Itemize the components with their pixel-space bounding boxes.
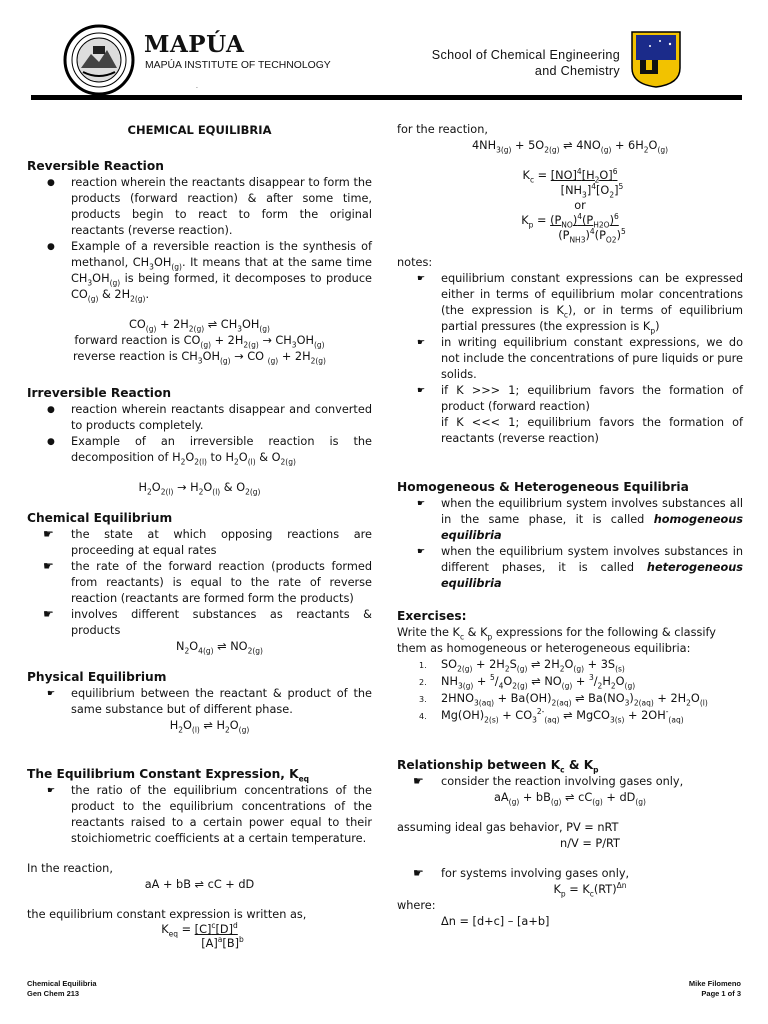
brand-name: MAPÚA bbox=[144, 31, 245, 58]
list-item bbox=[27, 559, 372, 607]
bullet-icon: ☛ bbox=[417, 499, 426, 509]
left-column bbox=[27, 122, 372, 951]
footer-course-title: Chemical Equilibria bbox=[27, 979, 97, 988]
bullet-text: the rate of the forward reaction (products formed from reactants) is equal to the rate of reverse reaction (reactants are formed form the products) bbox=[71, 560, 372, 605]
notes-label: notes: bbox=[397, 256, 433, 269]
bullet-text: reaction wherein the reactants disappear to form the products (forward reaction) & after some time, products begin to react to form the original reactants (reverse reaction). bbox=[71, 176, 372, 237]
footer-page-number: Page 1 of 3 bbox=[701, 989, 741, 998]
list-item: ● Example of an irreversible reaction is the decomposition of $H_2O_{2(l)}$ to $H_2O_{(l)}$ & $O_{2(g)}$ bbox=[47, 435, 372, 467]
list-item bbox=[27, 686, 372, 718]
or-text: or bbox=[574, 199, 586, 212]
forward-equation: forward reaction is $CO_{(g)} + 2H_{2(g)} \to CH_3OH_{(g)}$ bbox=[74, 334, 325, 350]
pointing-hand-icon: ☛ bbox=[413, 866, 424, 880]
relationship-list bbox=[397, 774, 743, 790]
heterogeneous-term: heterogeneous equilibria bbox=[441, 561, 743, 590]
list-item bbox=[397, 774, 743, 790]
list-item bbox=[397, 544, 743, 592]
nv-text: n/V = P/RT bbox=[560, 837, 620, 850]
header-rule bbox=[31, 95, 742, 100]
list-item bbox=[27, 783, 372, 847]
bullet-text: reaction wherein reactants disappear and converted to products completely. bbox=[71, 403, 372, 432]
heading-reversible: Reversible Reaction bbox=[27, 159, 164, 173]
bullet-icon: ☛ bbox=[417, 547, 426, 557]
heading-chemical-equilibrium: Chemical Equilibrium bbox=[27, 511, 173, 525]
bullet-text: equilibrium between the reactant & product of the same substance but of different phase. bbox=[71, 687, 372, 716]
heading-physical-equilibrium: Physical Equilibrium bbox=[27, 670, 167, 684]
heading-homogeneous: Homogeneous & Heterogeneous Equilibria bbox=[397, 480, 689, 494]
footer-author: Mike Filomeno bbox=[688, 979, 741, 988]
exercise-number: 2. bbox=[419, 678, 427, 687]
intro-text: & K bbox=[464, 626, 488, 639]
kc-kp-expressions: $K_c = [NO]^4[H_2O]^6$ $[NH_3]^4[O_2]^5$ or $K_p = (P_{NO})^4(P_{H2O})^6$ $(P_{NH3})^4(P_{O2})^5$ bbox=[397, 168, 743, 243]
bullet-icon: ☛ bbox=[47, 786, 56, 796]
intro-text: Write the K bbox=[397, 626, 460, 639]
list-item bbox=[397, 335, 743, 383]
bullet-text: for systems involving gases only, bbox=[441, 867, 630, 880]
heading-text: Relationship between K bbox=[397, 758, 561, 772]
chemical-equilibrium-list bbox=[27, 527, 372, 639]
pointing-hand-icon: ☛ bbox=[43, 527, 54, 541]
written-as-text: the equilibrium constant expression is written as, bbox=[27, 908, 307, 921]
institute-name: MAPÚA INSTITUTE OF TECHNOLOGY bbox=[145, 60, 331, 71]
bullet-icon: ● bbox=[47, 405, 55, 415]
n2o4-equation: $N_2O_{4(g)}$ ⇌ $NO_{2(g)}$ bbox=[176, 640, 263, 656]
heading-constant bbox=[27, 766, 372, 782]
bullet-text: when the equilibrium system involves substances all in the same phase, it is called bbox=[441, 497, 743, 526]
list-item bbox=[27, 607, 372, 639]
pointing-hand-icon: ☛ bbox=[43, 607, 54, 621]
heading-irreversible: Irreversible Reaction bbox=[27, 386, 172, 400]
bullet-icon: ☛ bbox=[417, 274, 426, 284]
exercise-item: 4. $Mg(OH)_{2(s)} + CO_3^{2-}_{(aq)}$ ⇌ MgCO$_{3(s)}$ + $2OH^-_{(aq)}$ bbox=[419, 707, 684, 725]
ammonia-equation: $4NH_{3(g)} + 5O_{2(g)}$ ⇌ $4NO_{(g)} + 6H_2O_{(g)}$ bbox=[471, 139, 669, 155]
notes-list bbox=[397, 271, 743, 447]
bullet-text: when the equilibrium system involves substances in different phases, it is called bbox=[441, 545, 743, 574]
note-text: in writing equilibrium constant expressions, we do not include the concentrations of pure liquids or pure solids. bbox=[441, 336, 743, 381]
footer-left bbox=[27, 979, 97, 999]
right-column bbox=[397, 122, 743, 930]
list-item bbox=[27, 175, 372, 239]
water-equation: $H_2O_{(l)}$ ⇌ $H_2O_{(g)}$ bbox=[169, 719, 250, 735]
school-name bbox=[432, 47, 620, 79]
exercises-intro: Write the $K_c$ & $K_p$ expressions for the following & classify them as homogeneous or heterogeneous equilibria: bbox=[397, 626, 716, 655]
note-text: if K <<< 1; equilibrium favors the formation of reactants (reverse reaction) bbox=[441, 416, 743, 445]
list-item bbox=[397, 496, 743, 544]
homogeneous-list bbox=[397, 496, 743, 592]
bullet-text: the state at which opposing reactions are proceeding at equal rates bbox=[71, 528, 372, 557]
peroxide-equation: $H_2O_{2(l)} \to H_2O_{(l)}$ & $O_{2(g)}$ bbox=[138, 481, 261, 497]
forward-label: forward reaction is bbox=[74, 334, 181, 347]
bullet-icon: ☛ bbox=[47, 689, 56, 699]
exercise-item: 1. $SO_{2(g)} + 2H_2S_{(g)}$ ⇌ $2H_2O_{(g)} + 3S_{(s)}$ bbox=[419, 658, 625, 674]
bullet-icon: ● bbox=[47, 178, 55, 188]
kp-kc-relation: $K_p = K_c(RT)^{\Delta n}$ bbox=[553, 881, 627, 899]
bullet-icon: ☛ bbox=[417, 386, 426, 396]
mapua-seal-logo bbox=[63, 24, 135, 96]
irreversible-list bbox=[27, 402, 372, 466]
footer-right bbox=[689, 979, 741, 999]
delta-n-text: Δn = [d+c] – [a+b] bbox=[441, 915, 550, 928]
pointing-hand-icon: ☛ bbox=[413, 774, 424, 788]
exercise-number: 3. bbox=[419, 695, 427, 704]
reversible-list bbox=[27, 175, 372, 303]
where-text: where: bbox=[397, 899, 436, 912]
school-shield-logo bbox=[630, 30, 682, 88]
heading-exercises: Exercises: bbox=[397, 609, 467, 623]
reverse-equation: reverse reaction is $CH_3OH_{(g)}$ → CO $_{(g)} + 2H_{2(g)}$ bbox=[73, 350, 326, 366]
bullet-icon: ● bbox=[47, 437, 55, 447]
heading-subscript: eq bbox=[298, 774, 310, 784]
keq-expression: $K_{eq} = [C]^c[D]^d$ $[A]^a[B]^b$ bbox=[161, 921, 244, 950]
gas-reaction: $aA_{(g)} + bB_{(g)}$ ⇌ $cC_{(g)} + dD_{(g)}$ bbox=[493, 791, 646, 807]
note-text: equilibrium constant expressions can be expressed either in terms of equilibrium molar concentrations (the expression is K bbox=[441, 272, 743, 317]
list-item bbox=[27, 402, 372, 434]
footer-course-code: Gen Chem 213 bbox=[27, 989, 80, 998]
relationship-list-2 bbox=[397, 866, 743, 882]
intro-text: expressions for the following & classify them as homogeneous or heterogeneous equilibria: bbox=[397, 626, 716, 655]
exercise-item: 2. $NH_{3(g)} + ^5/_4O_{2(g)}$ ⇌ $NO_{(g)} + ^3/_2H_2O_{(g)}$ bbox=[419, 673, 636, 691]
in-reaction-text: In the reaction, bbox=[27, 862, 113, 875]
bullet-icon: ● bbox=[47, 242, 55, 252]
list-item bbox=[27, 527, 372, 559]
header-dot: . bbox=[196, 83, 198, 90]
exercise-number: 4. bbox=[419, 712, 427, 721]
note-text: if K >>> 1; equilibrium favors the formation of product (forward reaction) bbox=[441, 384, 743, 413]
for-reaction-text: for the reaction, bbox=[397, 123, 488, 136]
exercise-list bbox=[397, 657, 743, 725]
list-item: ☛ equilibrium constant expressions can be expressed either in terms of equilibrium molar concentrations (the expression is $K_c$), or in terms of equilibrium partial pressures (the expression is $K_p$) bbox=[417, 272, 743, 336]
methanol-equation: $CO_{(g)} + 2H_{2(g)}$ ⇌ $CH_3OH_{(g)}$ bbox=[129, 318, 270, 334]
list-item bbox=[397, 415, 743, 447]
exercise-item: 3. $2HNO_{3(aq)} + Ba(OH)_{2(aq)}$ ⇌ $Ba(NO_3)_{2(aq)} + 2H_2O_{(l)}$ bbox=[419, 692, 708, 708]
school-line-2: and Chemistry bbox=[534, 64, 620, 78]
bullet-text: the ratio of the equilibrium concentrations of the product to the equilibrium concentrations of the reactants raised to a certain power equal to their stoichiometric coefficients at a certain temperature. bbox=[71, 784, 372, 845]
school-line-1: School of Chemical Engineering bbox=[431, 48, 620, 62]
note-text: ), or in terms of equilibrium partial pressures (the expression is K bbox=[441, 304, 743, 333]
list-item bbox=[397, 383, 743, 415]
heading-text: The Equilibrium Constant Expression, K bbox=[27, 767, 299, 781]
exercise-number: 1. bbox=[419, 661, 427, 670]
bullet-text: consider the reaction involving gases only, bbox=[441, 775, 684, 788]
list-item bbox=[397, 866, 743, 882]
list-item: ● Example of a reversible reaction is the synthesis of methanol, $CH_3OH_{(g)}$. It means that at the same time $CH_3OH_{(g)}$ is being formed, it decomposes to produce $CO_{(g)}$ & $2H_{2(g)}$. bbox=[47, 240, 372, 304]
general-reaction: aA + bB ⇌ cC + dD bbox=[144, 878, 255, 891]
bullet-text: involves different substances as reactants & products bbox=[71, 608, 372, 637]
reverse-label: reverse reaction is bbox=[73, 350, 178, 363]
pointing-hand-icon: ☛ bbox=[43, 559, 54, 573]
heading-relationship: Relationship between $K_c$ & $K_p$ bbox=[397, 758, 599, 775]
bullet-icon: ☛ bbox=[417, 338, 426, 348]
document-title: CHEMICAL EQUILIBRIA bbox=[127, 123, 272, 137]
constant-list bbox=[27, 783, 372, 847]
physical-list bbox=[27, 686, 372, 718]
homogeneous-term: homogeneous equilibria bbox=[441, 513, 744, 542]
ideal-gas-text: assuming ideal gas behavior, PV = nRT bbox=[397, 821, 619, 834]
